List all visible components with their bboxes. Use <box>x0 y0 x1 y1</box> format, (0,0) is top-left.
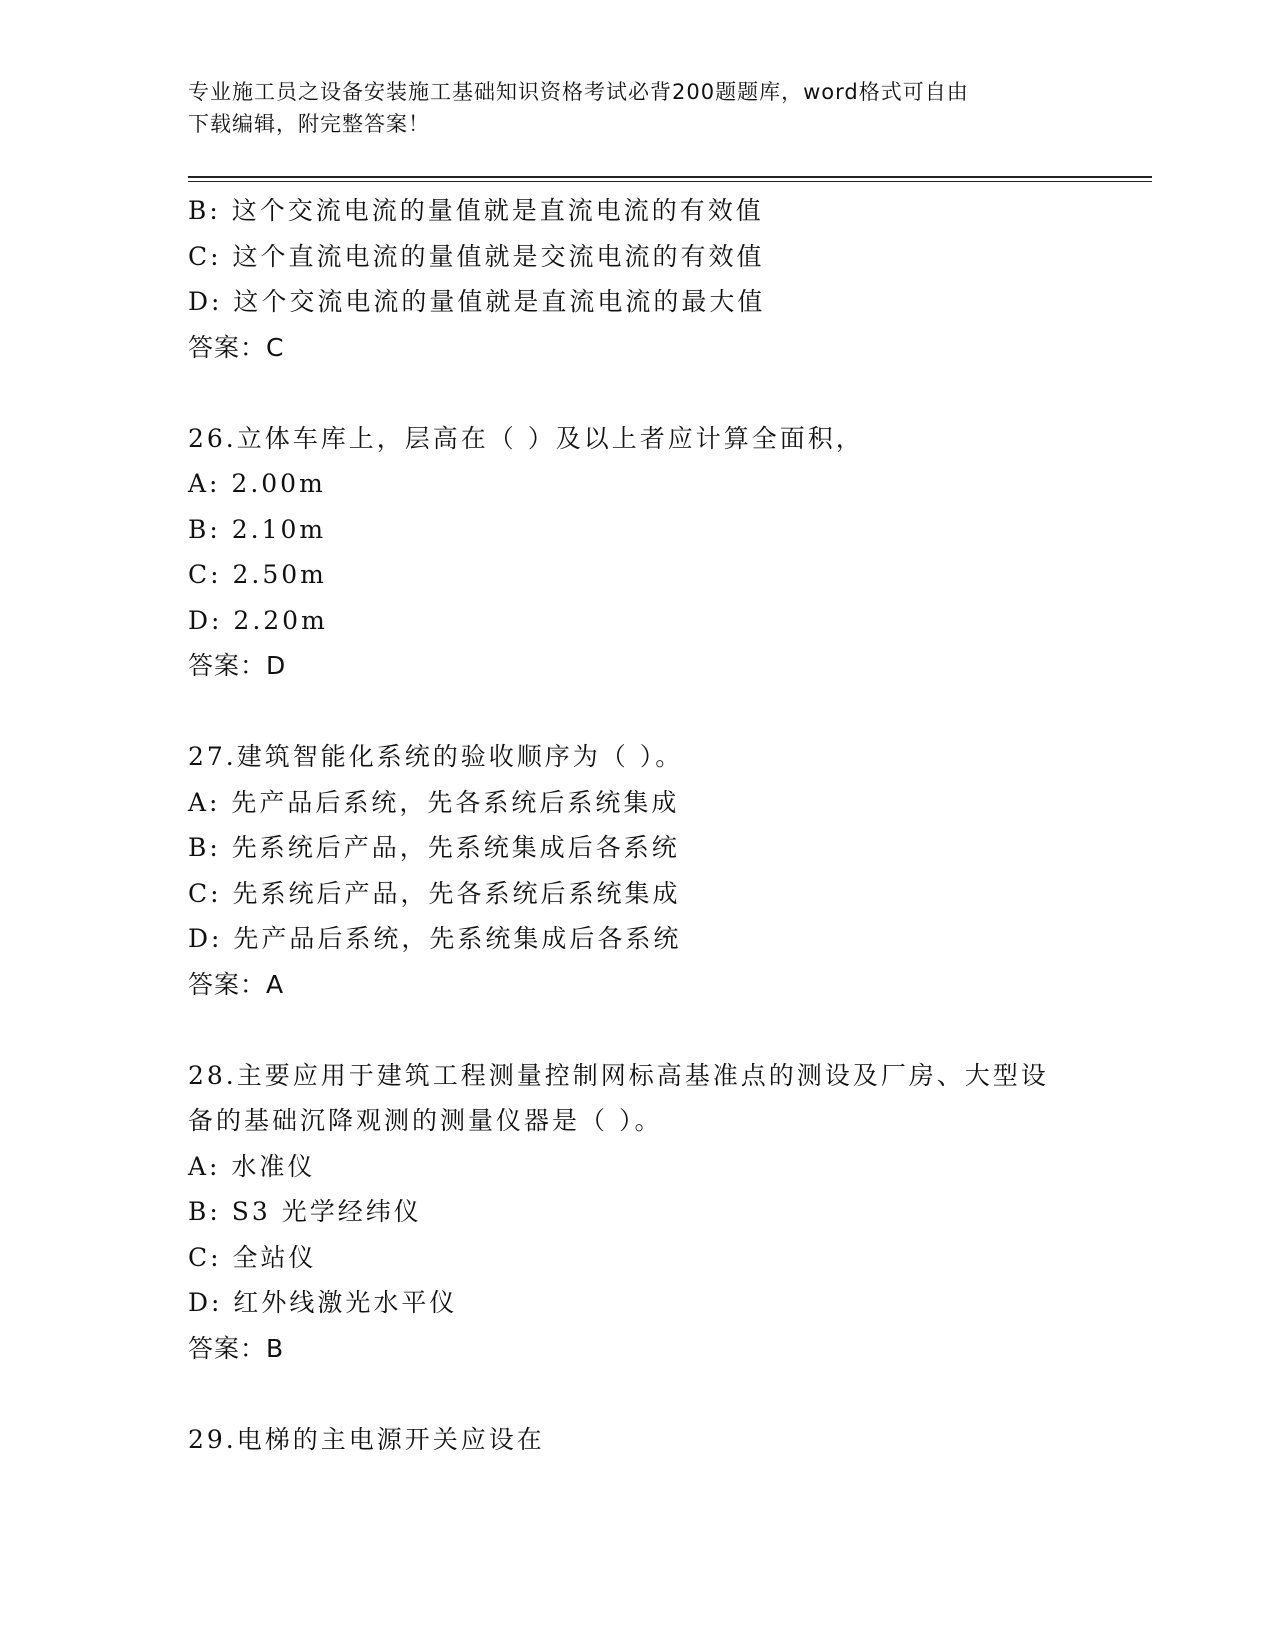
option-b: B: 这个交流电流的量值就是直流电流的有效值 <box>188 196 764 225</box>
option-d: D: 先产品后系统，先系统集成后各系统 <box>188 924 682 953</box>
spacer <box>188 1371 1088 1417</box>
option-c: C: 这个直流电流的量值就是交流电流的有效值 <box>188 241 765 271</box>
answer: 答案：D <box>188 651 287 680</box>
header-line-2: 下载编辑，附完整答案！ <box>188 112 430 136</box>
answer: 答案：C <box>188 332 285 362</box>
option-b: B: 2.10m <box>188 514 327 544</box>
question-27 <box>188 734 1088 1007</box>
question-25-continued <box>188 188 1088 370</box>
question-list <box>188 188 1088 1462</box>
question-text-line-2: 备的基础沉降观测的测量仪器是（ ）。 <box>188 1106 663 1135</box>
answer: 答案：B <box>188 1333 285 1363</box>
question-text-line-1: 28.主要应用于建筑工程测量控制网标高基准点的测设及厂房、大型设 <box>188 1060 1049 1090</box>
option-c: C: 2.50m <box>188 560 327 589</box>
question-26 <box>188 416 1088 689</box>
option-d: D: 这个交流电流的量值就是直流电流的最大值 <box>188 287 766 316</box>
question-text: 27.建筑智能化系统的验收顺序为（ ）。 <box>188 742 684 771</box>
header-divider <box>188 176 1152 182</box>
option-c: C: 全站仪 <box>188 1242 317 1272</box>
option-b: B: 先系统后产品，先系统集成后各系统 <box>188 833 680 862</box>
question-text: 29.电梯的主电源开关应设在 <box>188 1424 545 1454</box>
question-28 <box>188 1053 1088 1372</box>
spacer <box>188 689 1088 735</box>
question-text: 26.立体车库上，层高在（ ）及以上者应计算全面积， <box>188 423 864 453</box>
option-a: A: 水准仪 <box>188 1151 316 1181</box>
question-29 <box>188 1417 1088 1463</box>
option-d: D: 2.20m <box>188 605 328 635</box>
header-line-1: 专业施工员之设备安装施工基础知识资格考试必背200题题库，word格式可自由 <box>188 80 969 104</box>
answer: 答案：A <box>188 969 285 999</box>
option-a: A: 2.00m <box>188 469 326 498</box>
option-c: C: 先系统后产品，先各系统后系统集成 <box>188 878 681 908</box>
document-header <box>188 76 1068 140</box>
option-b: B: S3 光学经纬仪 <box>188 1197 422 1226</box>
option-a: A: 先产品后系统，先各系统后系统集成 <box>188 787 680 817</box>
spacer <box>188 370 1088 416</box>
option-d: D: 红外线激光水平仪 <box>188 1288 458 1317</box>
spacer <box>188 1007 1088 1053</box>
